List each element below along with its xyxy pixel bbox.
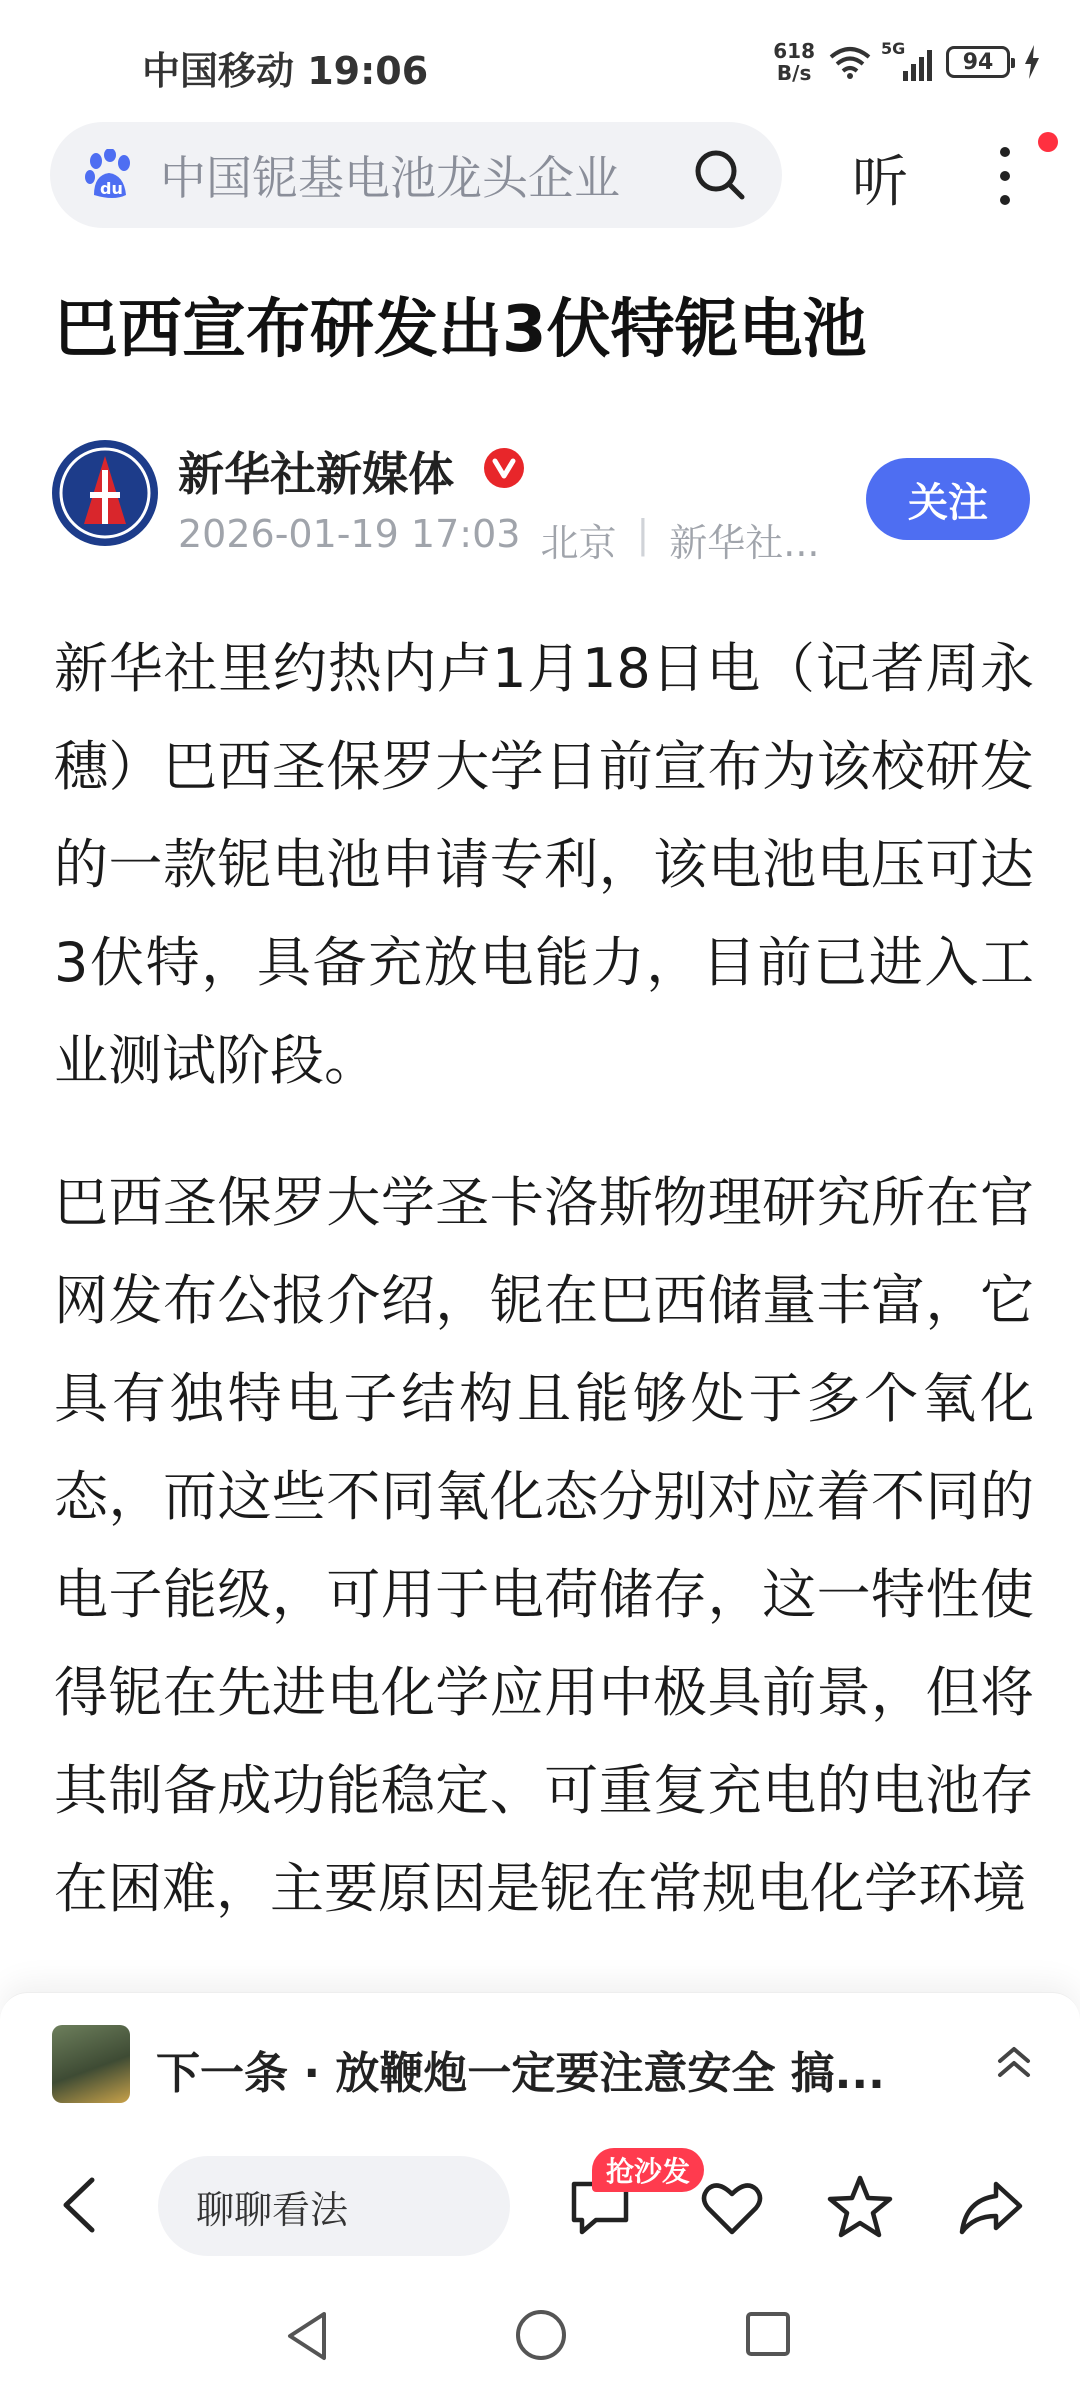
charging-icon xyxy=(1024,45,1040,79)
double-chevron-up-icon[interactable] xyxy=(988,2037,1040,2089)
network-speed: 618 B/s xyxy=(773,39,815,85)
system-nav-bar xyxy=(0,2274,1080,2400)
xinhua-logo-icon xyxy=(52,440,158,546)
status-icons xyxy=(773,36,1040,88)
notification-dot xyxy=(1038,132,1058,152)
search-box[interactable] xyxy=(50,122,782,228)
battery-icon xyxy=(946,46,1010,78)
star-icon[interactable] xyxy=(826,2174,894,2240)
sofa-badge: 抢沙发 xyxy=(592,2148,704,2192)
nav-back-icon[interactable] xyxy=(282,2308,332,2364)
follow-button[interactable]: 关注 xyxy=(866,458,1030,540)
publish-source: 新华社... xyxy=(669,521,820,565)
nav-home-icon[interactable] xyxy=(514,2308,568,2362)
baidu-paw-icon xyxy=(82,148,136,202)
search-query: 中国铌基电池龙头企业 xyxy=(160,151,620,205)
more-options-icon[interactable] xyxy=(990,144,1020,208)
network-type: 5G xyxy=(881,39,906,58)
verified-badge-icon xyxy=(484,448,524,488)
listen-button[interactable]: 听 xyxy=(852,150,908,215)
wifi-icon xyxy=(829,45,871,79)
bottom-toolbar xyxy=(0,2134,1080,2274)
article-paragraph: 巴西圣保罗大学圣卡洛斯物理研究所在官网发布公报介绍，铌在巴西储量丰富，它具有独特电子结构且能够处于多个氧化态，而这些不同氧化态分别对应着不同的电子能级，可用于电荷储存，这一特性使得铌在先进电化学应用中极具前景，但将其制备成功能稳定、可重复充电的电池存在困难，主要原因是铌在常规电化学环境 xyxy=(54,1171,1034,1920)
meta-divider: | xyxy=(636,512,650,556)
comment-input[interactable]: 聊聊看法 xyxy=(158,2156,510,2256)
share-icon[interactable] xyxy=(956,2176,1026,2238)
heart-icon[interactable] xyxy=(698,2178,766,2238)
author-name[interactable]: 新华社新媒体 xyxy=(178,447,454,501)
back-arrow-icon[interactable] xyxy=(54,2174,104,2236)
battery-level: 94 xyxy=(962,49,994,75)
status-bar xyxy=(0,0,1080,120)
search-icon[interactable] xyxy=(690,145,750,205)
nav-recent-apps-icon[interactable] xyxy=(744,2310,792,2358)
author-avatar[interactable] xyxy=(52,440,158,546)
author-meta xyxy=(178,512,820,567)
article-title: 巴西宣布研发出3伏特铌电池 xyxy=(54,293,867,367)
next-article-thumbnail xyxy=(52,2025,130,2103)
signal-icon xyxy=(881,39,932,81)
article-body xyxy=(54,620,1034,1980)
svg-text:du: du xyxy=(100,179,123,198)
next-article-title: 下一条 · 放鞭炮一定要注意安全 搞... xyxy=(156,2048,885,2099)
publish-date: 2026-01-19 17:03 xyxy=(178,512,521,556)
carrier-time: 中国移动 19:06 xyxy=(142,49,429,93)
article-paragraph: 新华社里约热内卢1月18日电（记者周永穗）巴西圣保罗大学日前宣布为该校研发的一款铌电池申请专利，该电池电压可达3伏特，具备充放电能力，目前已进入工业测试阶段。 xyxy=(54,637,1034,1092)
next-article-bar[interactable] xyxy=(0,1992,1080,2134)
publish-location: 北京 xyxy=(540,521,617,565)
